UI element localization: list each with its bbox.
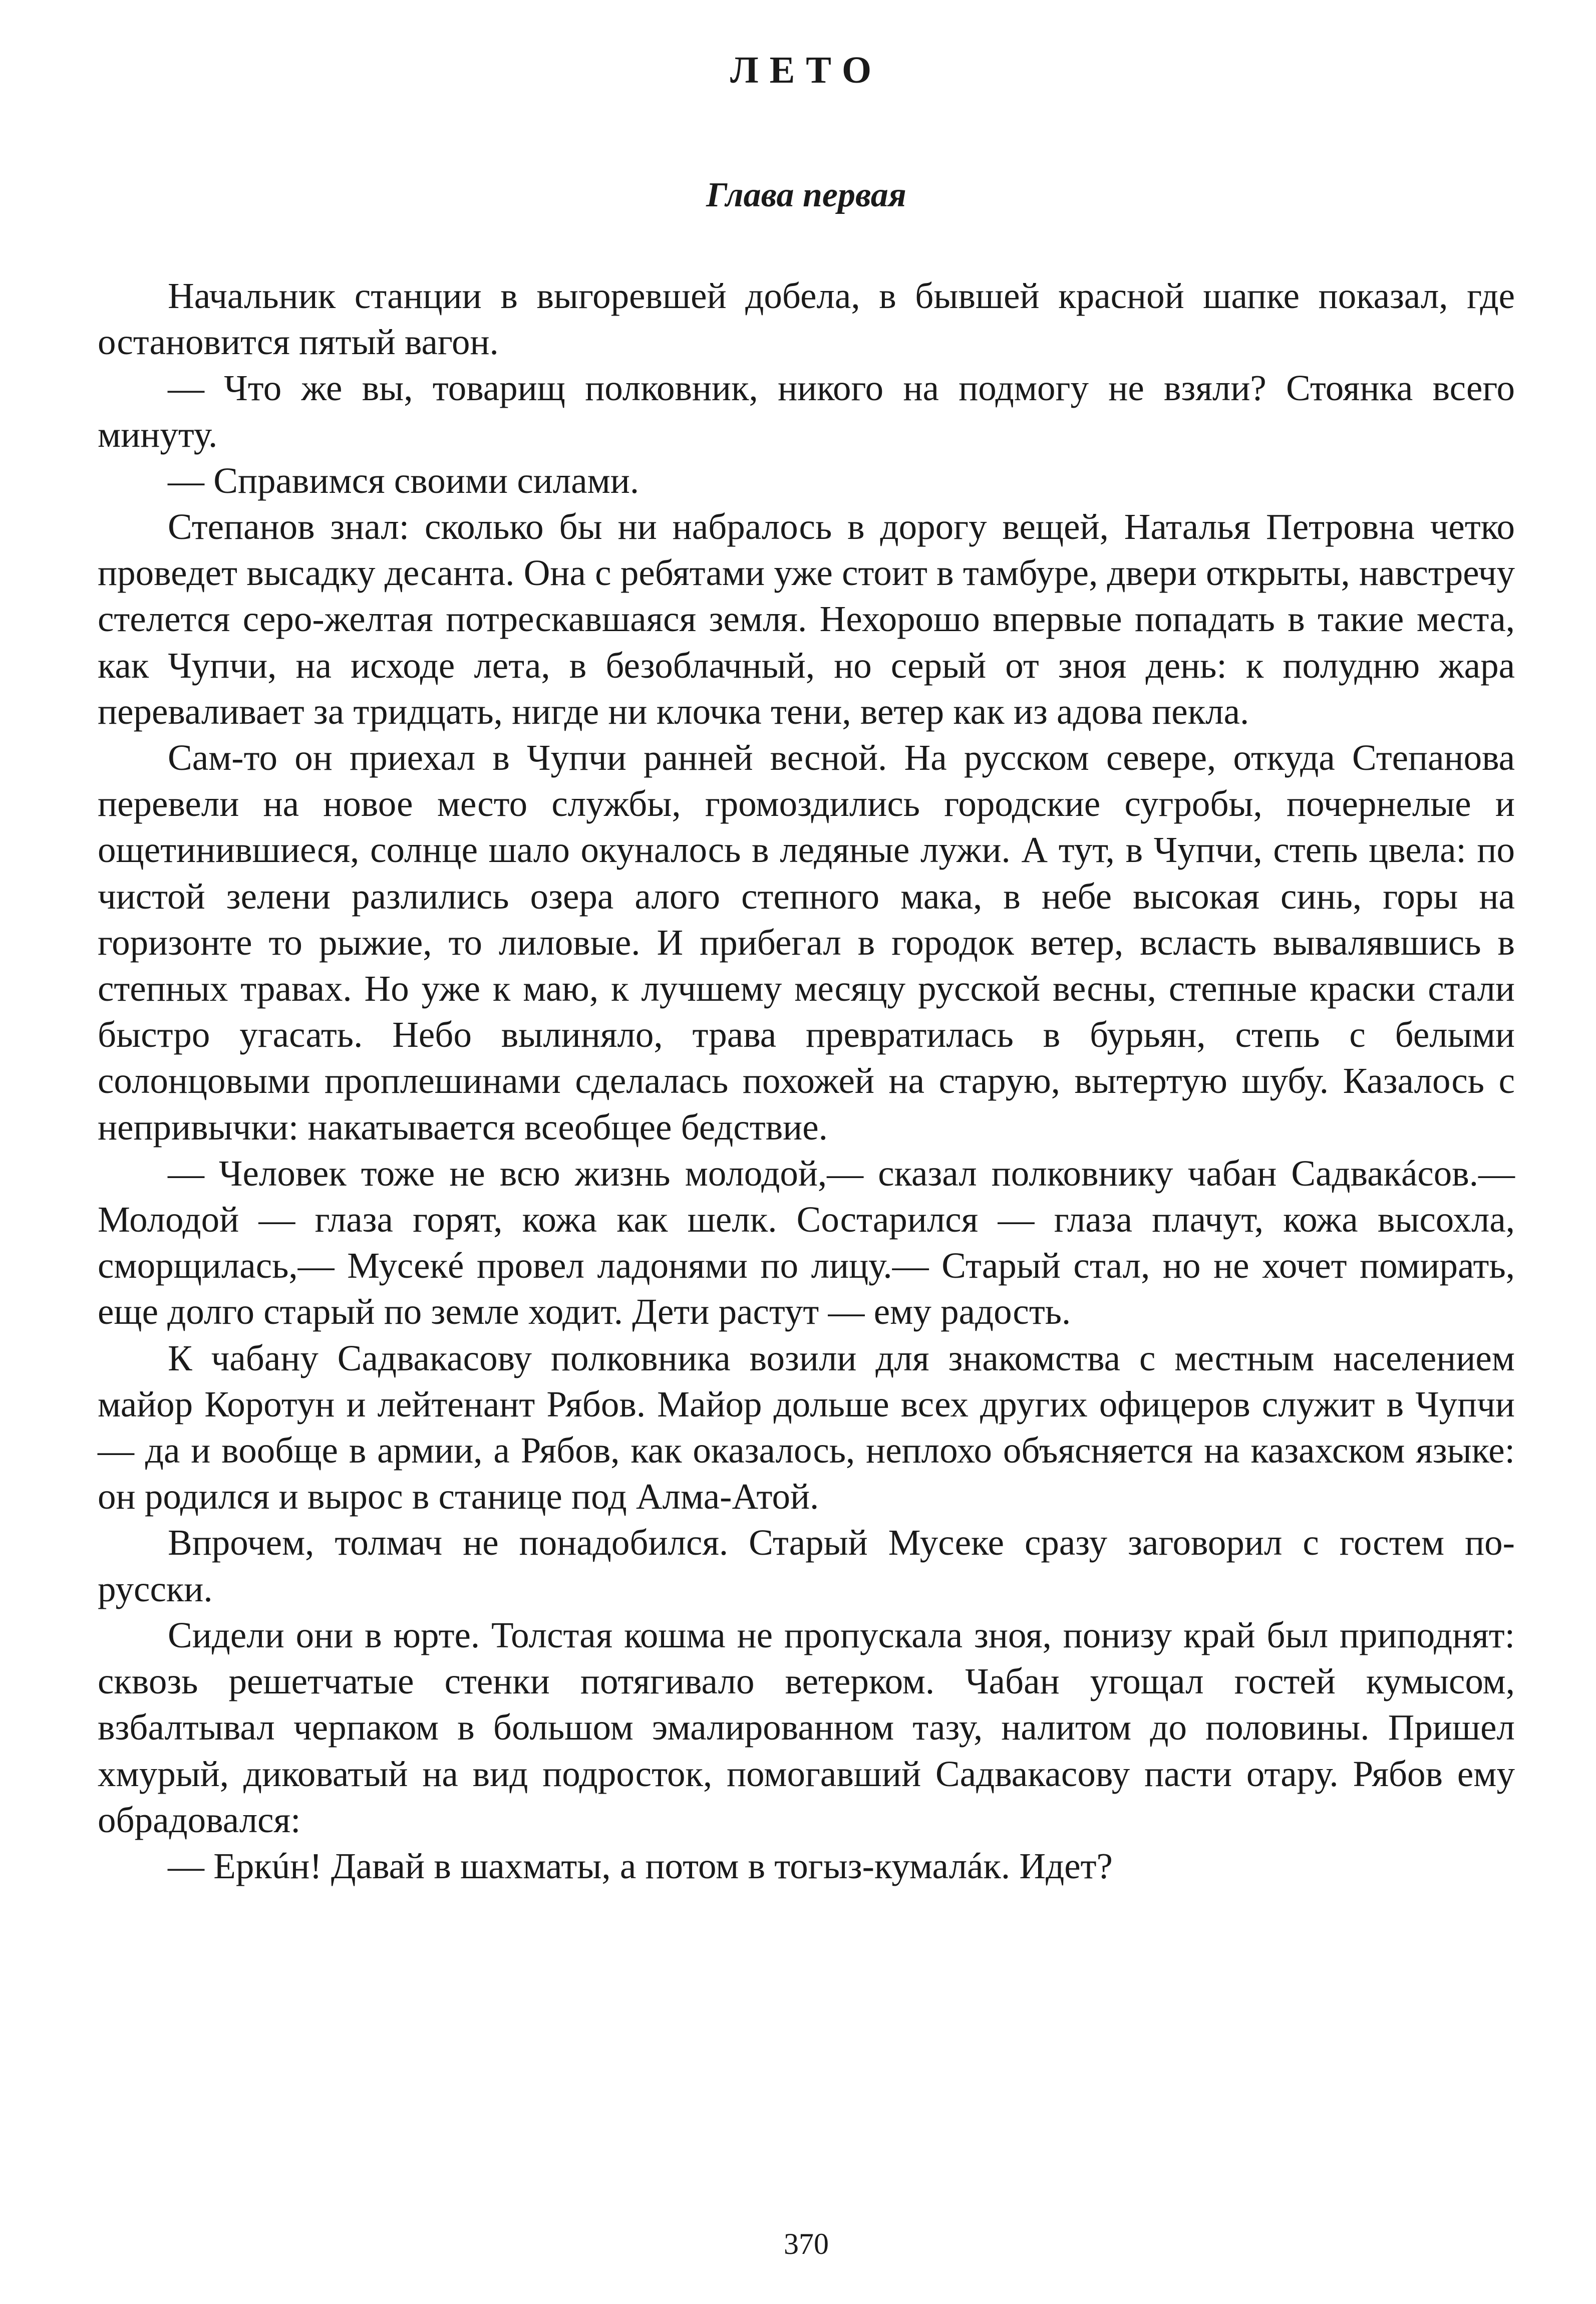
paragraph: Сам-то он приехал в Чупчи ранней весной. На русском севере, откуда Степанова перевели на новое место службы, громоздились городские сугробы, почернелые и ощетинившиеся, солнце шало окуналось в ледяные лужи. А тут, в Чупчи, степь цвела: по чистой зелени разлились озера алого степного мака, в небе высокая синь, горы на горизонте то рыжие, то лиловые. И прибегал в городок ветер, всласть вывалявшись в степных травах. Но уже к маю, к лучшему месяцу русской весны, степные краски стали быстро угасать. Небо вылиняло, трава превратилась в бурьян, степь с белыми солонцовыми проплешинами сделалась похожей на старую, вытертую шубу. Казалось с непривычки: накатывается всеобщее бедствие. bbox=[98, 737, 1515, 1147]
section-title: ЛЕТО bbox=[730, 49, 883, 91]
paragraph: Начальник станции в выгоревшей добела, в бывшей красной шапке показал, где остановится пятый вагон. bbox=[98, 275, 1515, 363]
page-number: 370 bbox=[784, 2227, 829, 2260]
paragraph: — Человек тоже не всю жизнь молодой,— сказал полковнику чабан Садвакáсов.— Молодой — глаза горят, кожа как шелк. Состарился — глаза плачут, кожа высохла, сморщилась,— Мусекé провел ладонями по лицу.— Старый стал, но не хочет помирать, еще долго старый по земле ходит. Дети растут — ему радость. bbox=[98, 1153, 1515, 1332]
paragraph: — Справимся своими силами. bbox=[168, 460, 640, 501]
paragraph: Сидели они в юрте. Толстая кошма не пропускала зноя, понизу край был приподнят: сквозь решетчатые стенки потягивало ветерком. Чабан угощал гостей кумысом, взбалтывал черпаком в большом эмалированном тазу, налитом до половины. Пришел хмурый, диковатый на вид подросток, помогавший Садвакасову пасти отару. Рябов ему обрадовался: bbox=[98, 1614, 1515, 1840]
body-text bbox=[98, 273, 1515, 1889]
paragraph: — Что же вы, товарищ полковник, никого на подмогу не взяли? Стоянка всего минуту. bbox=[98, 368, 1515, 455]
paragraph: — Еркúн! Давай в шахматы, а потом в тогыз-кумалáк. Идет? bbox=[168, 1845, 1113, 1886]
chapter-heading: Глава первая bbox=[706, 176, 906, 214]
paragraph: Степанов знал: сколько бы ни набралось в дорогу вещей, Наталья Петровна четко проведет высадку десанта. Она с ребятами уже стоит в тамбуре, двери открыты, навстречу стелется серо-желтая потрескавшаяся земля. Нехорошо впервые попадать в такие места, как Чупчи, на исходе лета, в безоблачный, но серый от зноя день: к полудню жара переваливает за тридцать, нигде ни клочка тени, ветер как из адова пекла. bbox=[98, 506, 1515, 732]
paragraph: К чабану Садвакасову полковника возили для знакомства с местным населением майор Коротун и лейтенант Рябов. Майор дольше всех других офицеров служит в Чупчи — да и вообще в армии, а Рябов, как оказалось, неплохо объясняется на казахском языке: он родился и вырос в станице под Алма-Атой. bbox=[98, 1337, 1515, 1517]
book-page bbox=[98, 0, 1515, 2304]
paragraph: Впрочем, толмач не понадобился. Старый Мусеке сразу заговорил с гостем по-русски. bbox=[98, 1522, 1515, 1609]
